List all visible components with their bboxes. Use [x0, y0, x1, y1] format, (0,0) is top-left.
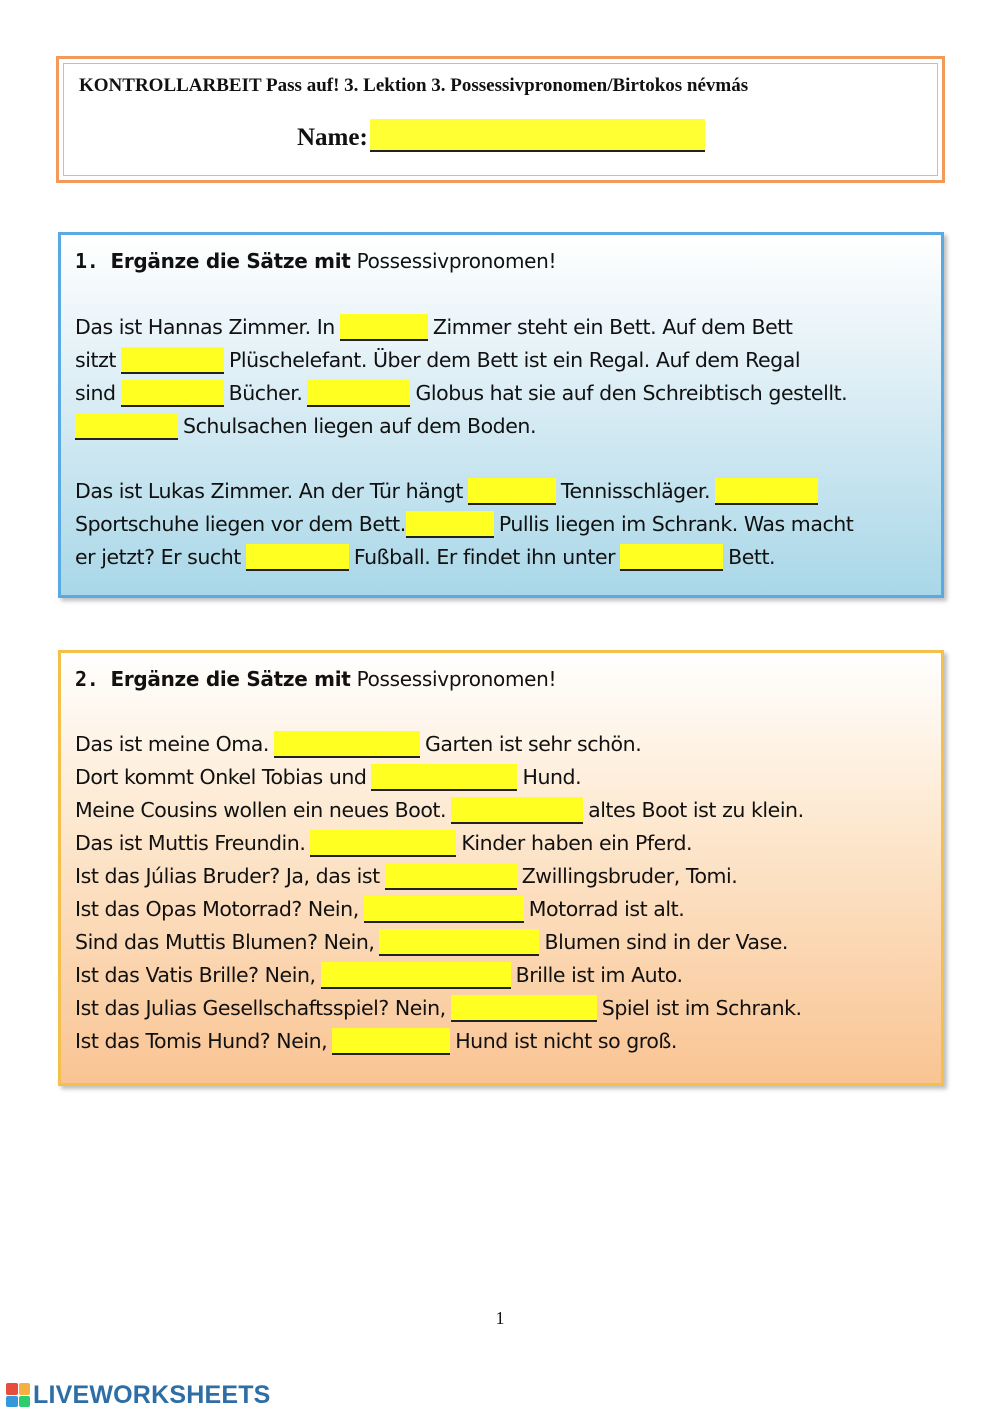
exercise-keyword: Possessivpronomen!	[356, 249, 557, 273]
answer-blank[interactable]	[246, 544, 349, 571]
text-segment: Spiel ist im Schrank.	[601, 996, 802, 1020]
exercise-1-box	[58, 232, 944, 598]
exercise-2-sentences	[75, 728, 931, 1058]
text-segment: Zwillingsbruder, Tomi.	[521, 864, 738, 888]
text-segment: Sind das Muttis Blumen? Nein,	[75, 930, 375, 954]
answer-blank[interactable]	[406, 511, 494, 538]
logo-text: LIVEWORKSHEETS	[33, 1380, 271, 1409]
name-label: Name:	[297, 124, 368, 151]
answer-blank[interactable]	[75, 413, 178, 440]
liveworksheets-logo[interactable]	[6, 1380, 271, 1410]
text-line	[75, 311, 931, 344]
title-box	[56, 56, 945, 183]
text-segment: Ist das Julias Gesellschaftsspiel? Nein,	[75, 996, 446, 1020]
text-segment: Hund ist nicht so groß.	[455, 1029, 677, 1053]
exercise-1-heading	[75, 249, 556, 273]
logo-blocks-icon	[6, 1383, 30, 1407]
text-segment: Bett.	[728, 545, 776, 569]
answer-blank[interactable]	[385, 863, 517, 890]
text-segment: Motorrad ist alt.	[528, 897, 685, 921]
answer-blank[interactable]	[121, 380, 224, 407]
text-segment: Ist das Vatis Brille? Nein,	[75, 963, 316, 987]
name-row	[297, 119, 705, 152]
answer-blank[interactable]	[371, 764, 517, 791]
text-line	[75, 541, 931, 574]
text-line	[75, 508, 931, 541]
text-line	[75, 410, 931, 443]
answer-blank[interactable]	[310, 830, 456, 857]
text-segment: Tennisschläger.	[560, 479, 711, 503]
text-line	[75, 377, 931, 410]
exercise-instruction: Ergänze die Sätze mit	[110, 667, 351, 691]
answer-blank[interactable]	[379, 929, 539, 956]
answer-blank[interactable]	[332, 1028, 450, 1055]
text-segment: Brille ist im Auto.	[515, 963, 683, 987]
text-segment: Das ist Muttis Freundin.	[75, 831, 306, 855]
answer-blank[interactable]	[451, 797, 583, 824]
answer-blank[interactable]	[121, 347, 224, 374]
exercise-2-box	[58, 650, 944, 1086]
answer-blank[interactable]	[451, 995, 597, 1022]
text-segment: Globus hat sie auf den Schreibtisch gestellt.	[415, 381, 848, 405]
answer-blank[interactable]	[340, 314, 428, 341]
sentence-line	[75, 1025, 931, 1058]
text-segment: Bücher.	[228, 381, 303, 405]
answer-blank[interactable]	[364, 896, 524, 923]
sentence-line	[75, 728, 931, 761]
text-segment: Hund.	[522, 765, 582, 789]
exercise-2-heading	[75, 667, 556, 691]
text-segment: altes Boot ist zu klein.	[588, 798, 804, 822]
sentence-line	[75, 959, 931, 992]
text-segment: Das ist Hannas Zimmer. In	[75, 315, 335, 339]
text-segment: Kinder haben ein Pferd.	[461, 831, 693, 855]
text-segment: Ist das Tomis Hund? Nein,	[75, 1029, 328, 1053]
exercise-1-paragraph-2	[75, 475, 931, 574]
text-segment: Das ist Lukas Zimmer. An der Tür hängt	[75, 479, 463, 503]
sentence-line	[75, 827, 931, 860]
exercise-number: 2.	[75, 667, 99, 691]
text-segment: Pullis liegen im Schrank. Was macht	[498, 512, 854, 536]
answer-blank[interactable]	[321, 962, 511, 989]
answer-blank[interactable]	[620, 544, 723, 571]
answer-blank[interactable]	[274, 731, 420, 758]
text-segment: sind	[75, 381, 116, 405]
exercise-number: 1.	[75, 249, 99, 273]
sentence-line	[75, 794, 931, 827]
text-segment: Ist das Júlias Bruder? Ja, das ist	[75, 864, 380, 888]
sentence-line	[75, 992, 931, 1025]
page-number: 1	[495, 1308, 505, 1328]
text-segment: Dort kommt Onkel Tobias und	[75, 765, 367, 789]
sentence-line	[75, 761, 931, 794]
text-segment: Schulsachen liegen auf dem Boden.	[183, 414, 537, 438]
text-segment: Zimmer steht ein Bett. Auf dem Bett	[432, 315, 793, 339]
text-line	[75, 475, 931, 508]
answer-blank[interactable]	[468, 478, 556, 505]
text-segment: Sportschuhe liegen vor dem Bett.	[75, 512, 406, 536]
exercise-instruction: Ergänze die Sätze mit	[110, 249, 351, 273]
exercise-keyword: Possessivpronomen!	[356, 667, 557, 691]
exercise-1-paragraph-1	[75, 311, 931, 443]
sentence-line	[75, 860, 931, 893]
text-segment: Ist das Opas Motorrad? Nein,	[75, 897, 359, 921]
worksheet-title: KONTROLLARBEIT Pass auf! 3. Lektion 3. Possessivpronomen/Birtokos névmás	[79, 75, 749, 96]
sentence-line	[75, 926, 931, 959]
name-input[interactable]	[370, 119, 705, 152]
text-segment: sitzt	[75, 348, 116, 372]
sentence-line	[75, 893, 931, 926]
text-line	[75, 344, 931, 377]
text-segment: Blumen sind in der Vase.	[544, 930, 789, 954]
text-segment: Das ist meine Oma.	[75, 732, 269, 756]
text-segment: Fußball. Er findet ihn unter	[353, 545, 616, 569]
text-segment: Meine Cousins wollen ein neues Boot.	[75, 798, 447, 822]
answer-blank[interactable]	[715, 478, 818, 505]
text-segment: Garten ist sehr schön.	[424, 732, 642, 756]
text-segment: er jetzt? Er sucht	[75, 545, 241, 569]
text-segment: Plüschelefant. Über dem Bett ist ein Regal. Auf dem Regal	[228, 348, 801, 372]
answer-blank[interactable]	[307, 380, 410, 407]
